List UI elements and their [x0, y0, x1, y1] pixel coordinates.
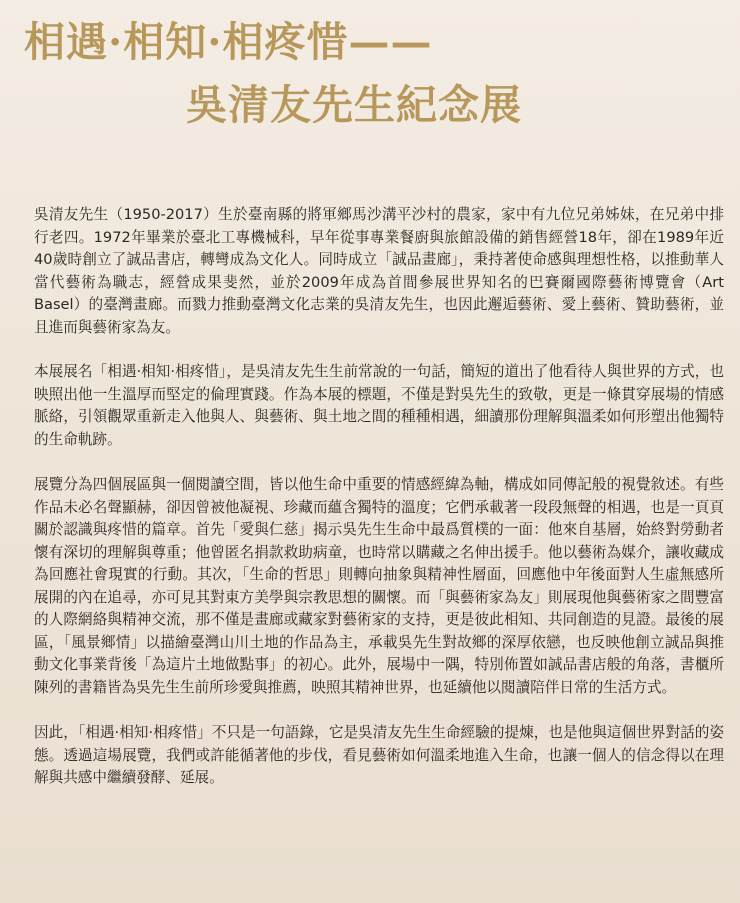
paragraph-biography: 吳清友先生（1950-2017）生於臺南縣的將軍鄉馬沙溝平沙村的農家，家中有九位兄弟姊妹，在兄弟中排行老四。1972年畢業於臺北工專機械科，早年從事專業餐廚與旅館設備的銷售經營18年，卻在1989年近40歲時創立了誠品書店，轉彎成為文化人。同時成立「誠品畫廊」，秉持著使命感與理想性格，以推動華人當代藝術為職志，經營成果斐然，並於2009年成為首間參展世界知名的巴賽爾國際藝術博覽會（Art Basel）的臺灣畫廊。而戮力推動臺灣文化志業的吳清友先生，也因此邂逅藝術、愛上藝術、贊助藝術，並且進而與藝術家為友。 — [34, 206, 724, 336]
paragraph-conclusion: 因此，「相遇·相知·相疼惜」不只是一句語錄，它是吳清友先生生命經驗的提煉，也是他與這個世界對話的姿態。透過這場展覽，我們或許能循著他的步伐，看見藝術如何溫柔地進入生命，也讓一個人的信念得以在理解與共感中繼續發酵、延展。 — [34, 724, 724, 786]
exhibition-subtitle: 吳清友先生紀念展 — [186, 81, 522, 129]
exhibition-title: 相遇·相知·相疼惜—— — [24, 18, 433, 66]
intro-text — [34, 204, 724, 812]
paragraph-exhibition-sections: 展覽分為四個展區與一個閱讀空間，皆以他生命中重要的情感經緯為軸，構成如同傳記般的視覺敘述。有些作品未必名聲顯赫，卻因曾被他凝視、珍藏而蘊含獨特的溫度；它們承載著一段段無聲的相遇，也是一頁頁關於認識與疼惜的篇章。首先「愛與仁慈」揭示吳先生生命中最爲質樸的一面：他來自基層，始終對勞動者懷有深切的理解與尊重；他曾匿名捐款救助病童，也時常以購藏之名伸出援手。他以藝術為媒介，讓收藏成為回應社會現實的行動。其次，「生命的哲思」則轉向抽象與精神性層面，回應他中年後面對人生虛無感所展開的內在追尋，亦可見其對東方美學與宗教思想的關懷。而「與藝術家為友」則展現他與藝術家之間豐富的人際網絡與精神交流，那不僅是畫廊或藏家對藝術家的支持，更是彼此相知、共同創造的見證。最後的展區，「風景鄉情」以描繪臺灣山川土地的作品為主，承載吳先生對故鄉的深厚依戀，也反映他創立誠品與推動文化事業背後「為這片土地做點事」的初心。此外，展場中一隅，特別佈置如誠品書店般的角落，書櫃所陳列的書籍皆為吳先生生前所珍愛與推薦，映照其精神世界，也延續他以閱讀陪伴日常的生活方式。 — [34, 476, 724, 696]
paragraph-title-meaning: 本展展名「相遇·相知·相疼惜」，是吳清友先生生前常說的一句話，簡短的道出了他看待人與世界的方式，也映照出他一生溫厚而堅定的倫理實踐。作為本展的標題，不僅是對吳先生的致敬，更是一條貫穿展場的情感脈絡，引領觀眾重新走入他與人、與藝術、與土地之間的種種相遇，細讀那份理解與溫柔如何形塑出他獨特的生命軌跡。 — [34, 363, 724, 448]
